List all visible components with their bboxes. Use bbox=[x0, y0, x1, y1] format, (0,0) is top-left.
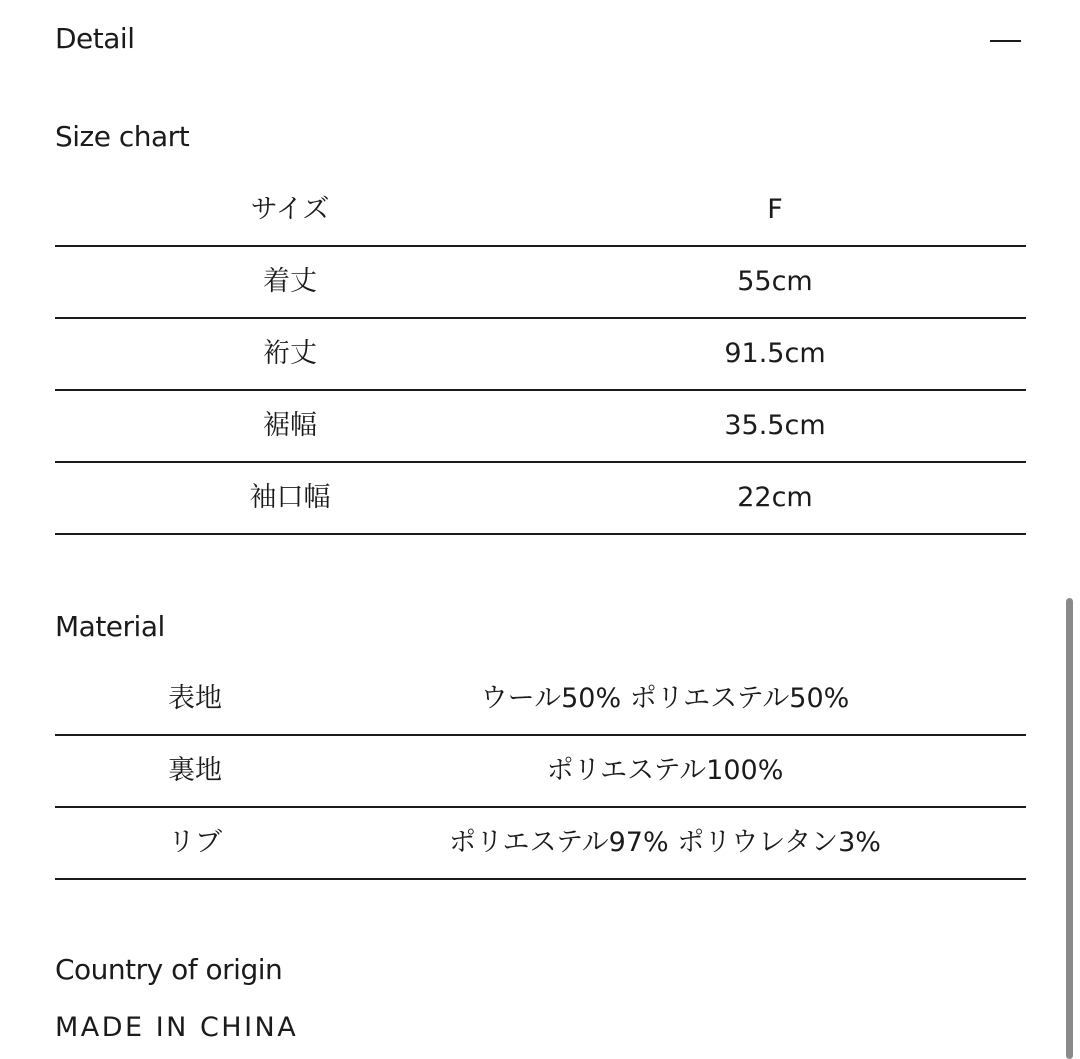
collapse-button[interactable] bbox=[985, 26, 1025, 56]
material-table bbox=[55, 664, 1026, 880]
size-chart-header-value: F bbox=[767, 194, 783, 225]
size-chart-row-value: 91.5cm bbox=[724, 338, 826, 369]
size-chart-table bbox=[55, 175, 1026, 535]
country-of-origin-title: Country of origin bbox=[55, 953, 283, 986]
size-chart-row-label: 裄丈 bbox=[263, 338, 317, 369]
size-chart-row-value: 35.5cm bbox=[724, 410, 826, 441]
size-chart-row-label: 袖口幅 bbox=[249, 482, 331, 513]
size-chart-title: Size chart bbox=[55, 120, 190, 153]
size-chart-row-value: 22cm bbox=[737, 482, 813, 513]
country-of-origin-value: MADE IN CHINA bbox=[55, 1012, 299, 1043]
material-row-label: リブ bbox=[168, 827, 222, 858]
material-row bbox=[55, 664, 1026, 736]
size-chart-row bbox=[55, 319, 1026, 391]
size-chart-row-label: 着丈 bbox=[263, 266, 317, 297]
material-row bbox=[55, 808, 1026, 880]
material-title: Material bbox=[55, 610, 165, 643]
minus-icon bbox=[990, 40, 1021, 42]
size-chart-row bbox=[55, 247, 1026, 319]
detail-header[interactable] bbox=[55, 18, 1027, 64]
scrollbar[interactable] bbox=[1066, 598, 1073, 1059]
size-chart-header-row bbox=[55, 175, 1026, 247]
material-row-value: ポリエステル100% bbox=[546, 755, 784, 786]
size-chart-row-value: 55cm bbox=[737, 266, 813, 297]
material-row-label: 裏地 bbox=[168, 755, 222, 786]
size-chart-row bbox=[55, 391, 1026, 463]
size-chart-header-label: サイズ bbox=[250, 194, 330, 225]
size-chart-row bbox=[55, 463, 1026, 535]
material-row-value: ウール50% ポリエステル50% bbox=[480, 683, 850, 714]
size-chart-row-label: 裾幅 bbox=[263, 410, 317, 441]
material-row-value: ポリエステル97% ポリウレタン3% bbox=[449, 827, 881, 858]
material-row-label: 表地 bbox=[168, 683, 222, 714]
material-row bbox=[55, 736, 1026, 808]
detail-title: Detail bbox=[55, 22, 135, 55]
